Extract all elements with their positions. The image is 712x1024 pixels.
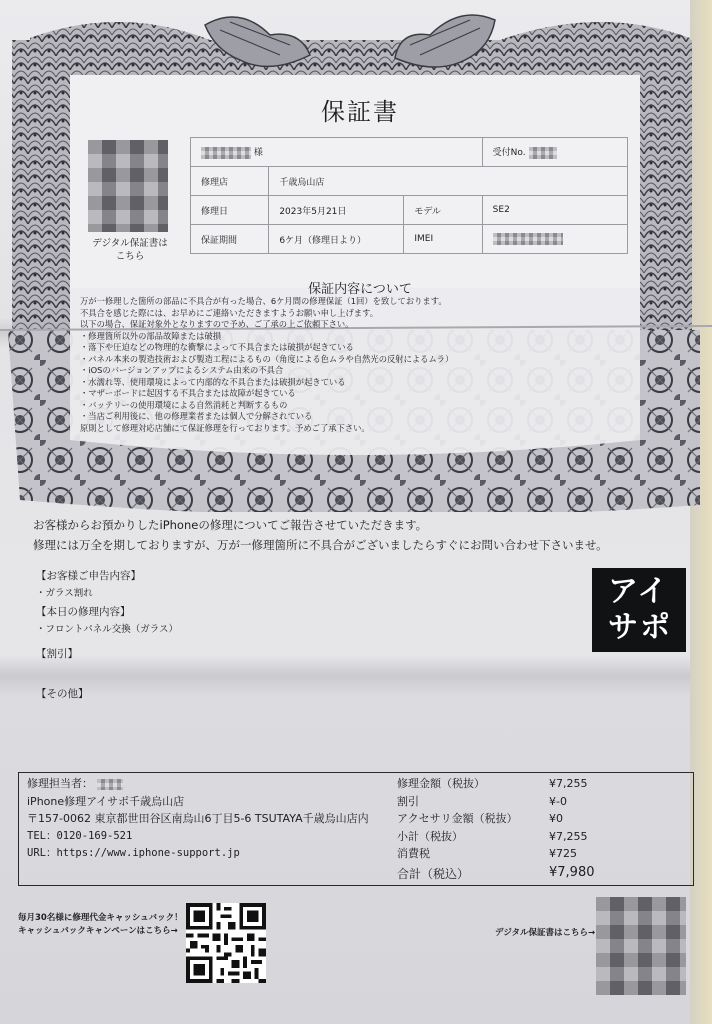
model-value: SE2 <box>482 196 627 225</box>
repair-report-intro <box>33 515 608 555</box>
customer-name-redacted <box>201 147 251 159</box>
qr-caption-line1: デジタル保証書は <box>92 238 168 249</box>
cost-label: 小計（税抜） <box>397 829 463 843</box>
report-line2: 修理には万全を期しておりますが、万が一修理箇所に不具合がございましたらすぐにお問い合わせ下さいませ。 <box>33 538 608 552</box>
cost-row <box>397 793 567 811</box>
shop-info <box>27 775 369 863</box>
cost-label: 修理金額（税抜） <box>397 777 485 790</box>
report-line1: お客様からお預かりしたiPhoneの修理についてご報告させていただきます。 <box>33 518 428 532</box>
cost-breakdown <box>397 775 588 863</box>
reception-cell <box>482 138 627 167</box>
promo-line1: 毎月30名様に修理代金キャッシュバック！ <box>18 913 183 923</box>
complaint-item: ・ガラス割れ <box>36 588 93 599</box>
repair-date-value: 2023年5月21日 <box>269 196 404 225</box>
terms-line: 原則として修理対応店舗にて保証修理を行っております。予めご了承下さい。 <box>80 422 370 433</box>
staff-row <box>27 775 369 793</box>
digital-warranty-qr-redacted-bottom[interactable] <box>596 897 686 995</box>
reception-label: 受付No. <box>492 148 526 159</box>
shop-tel: TEL：0120-169-521 <box>27 829 133 842</box>
reception-number-redacted <box>529 147 557 159</box>
total-label: 合計（税込） <box>397 867 470 881</box>
cashback-qr-code[interactable] <box>186 903 266 983</box>
terms-line: 以下の場合、保証対象外となりますので予め、ご了承の上ご依頼下さい。 <box>80 319 354 329</box>
cost-label: アクセサリ金額（税抜） <box>397 812 518 825</box>
imei-label: IMEI <box>404 225 482 254</box>
terms-line: ・パネル本来の製造技術および製造工程によるもの（角度による色ムラや自然光の反射によるムラ） <box>80 353 454 364</box>
terms-line: ・水濡れ等、使用環境によって内部的な不具合または破損が起きている <box>80 376 346 387</box>
aisapo-logo <box>592 568 686 652</box>
staff-label: 修理担当者： <box>27 777 93 790</box>
imei-redacted <box>493 233 563 245</box>
shop-url[interactable]: URL：https://www.iphone-support.jp <box>27 847 240 859</box>
cost-value: ¥-0 <box>549 794 567 808</box>
cost-row <box>397 828 588 846</box>
terms-line: 万が一修理した箇所の部品に不具合が有った場合、6ケ月間の修理保証（1回）を致しております。 <box>80 296 447 306</box>
certificate-info-table <box>190 137 628 254</box>
terms-list <box>80 296 620 434</box>
repair-content-label: 【本日の修理内容】 <box>36 606 131 618</box>
qr-caption <box>80 237 180 263</box>
cost-label: 割引 <box>397 794 419 808</box>
imei-value-cell <box>482 225 627 254</box>
terms-line: ・落下や圧迫などの物理的な衝撃によって不具合または破損が起きている <box>80 342 354 352</box>
total-row <box>397 865 595 882</box>
warranty-value: 6ケ月（修理日より） <box>269 225 404 254</box>
customer-name-cell <box>191 138 483 167</box>
cost-value: ¥7,255 <box>549 777 588 790</box>
total-value: ¥7,980 <box>549 865 595 880</box>
invoice-summary-box <box>18 772 694 886</box>
cost-row <box>397 845 577 863</box>
terms-line: ・バッテリーの使用環境による自然消耗と判断するもの <box>80 399 288 410</box>
shop-label: 修理店 <box>191 167 269 196</box>
shop-address: 〒157-0062 東京都世田谷区南烏山6丁目5-6 TSUTAYA千歳烏山店内 <box>27 812 369 825</box>
terms-line: ・修理箇所以外の部品故障または破損 <box>80 330 222 341</box>
staff-name-redacted <box>97 779 123 790</box>
cost-value: ¥7,255 <box>549 829 588 843</box>
terms-line: ・マザーボードに起因する不具合または故障が起きている <box>80 388 296 398</box>
terms-line: ・iOSのバージョンアップによるシステム由来の不具合 <box>80 365 284 375</box>
logo-line1: アイ <box>608 574 670 609</box>
logo-line2: サポ <box>608 610 672 645</box>
certificate-title: 保証書 <box>321 98 399 126</box>
cost-label: 消費税 <box>397 847 430 860</box>
customer-suffix: 様 <box>253 148 263 159</box>
digital-warranty-qr-redacted[interactable] <box>88 140 168 232</box>
warranty-label: 保証期間 <box>191 225 269 254</box>
terms-line: ・当店ご利用後に、他の修理業者または個人で分解されている <box>80 411 313 421</box>
digital-warranty-link-label[interactable]: デジタル保証書はこちら→ <box>495 928 596 938</box>
cost-value: ¥725 <box>549 847 577 860</box>
complaint-label: 【お客様ご申告内容】 <box>36 570 141 582</box>
repair-date-label: 修理日 <box>191 196 269 225</box>
cost-row <box>397 775 588 793</box>
cost-row <box>397 810 563 828</box>
repair-content-item: ・フロントパネル交換（ガラス） <box>36 624 179 635</box>
terms-heading: 保証内容について <box>308 282 412 297</box>
promo-line2[interactable]: キャッシュバックキャンペーンはこちら→ <box>18 926 178 936</box>
discount-label: 【割引】 <box>36 648 78 660</box>
qr-caption-line2: こちら <box>115 251 145 262</box>
cashback-promo <box>18 912 183 938</box>
shop-name: iPhone修理アイサポ千歳烏山店 <box>27 794 185 808</box>
model-label: モデル <box>404 196 482 225</box>
terms-line: 不具合を感じた際には、お早めにご連絡いただきますようお願い申し上げます。 <box>80 307 379 318</box>
other-label: 【その他】 <box>36 688 89 700</box>
cost-value: ¥0 <box>549 812 563 825</box>
shop-value: 千歳烏山店 <box>269 167 628 196</box>
